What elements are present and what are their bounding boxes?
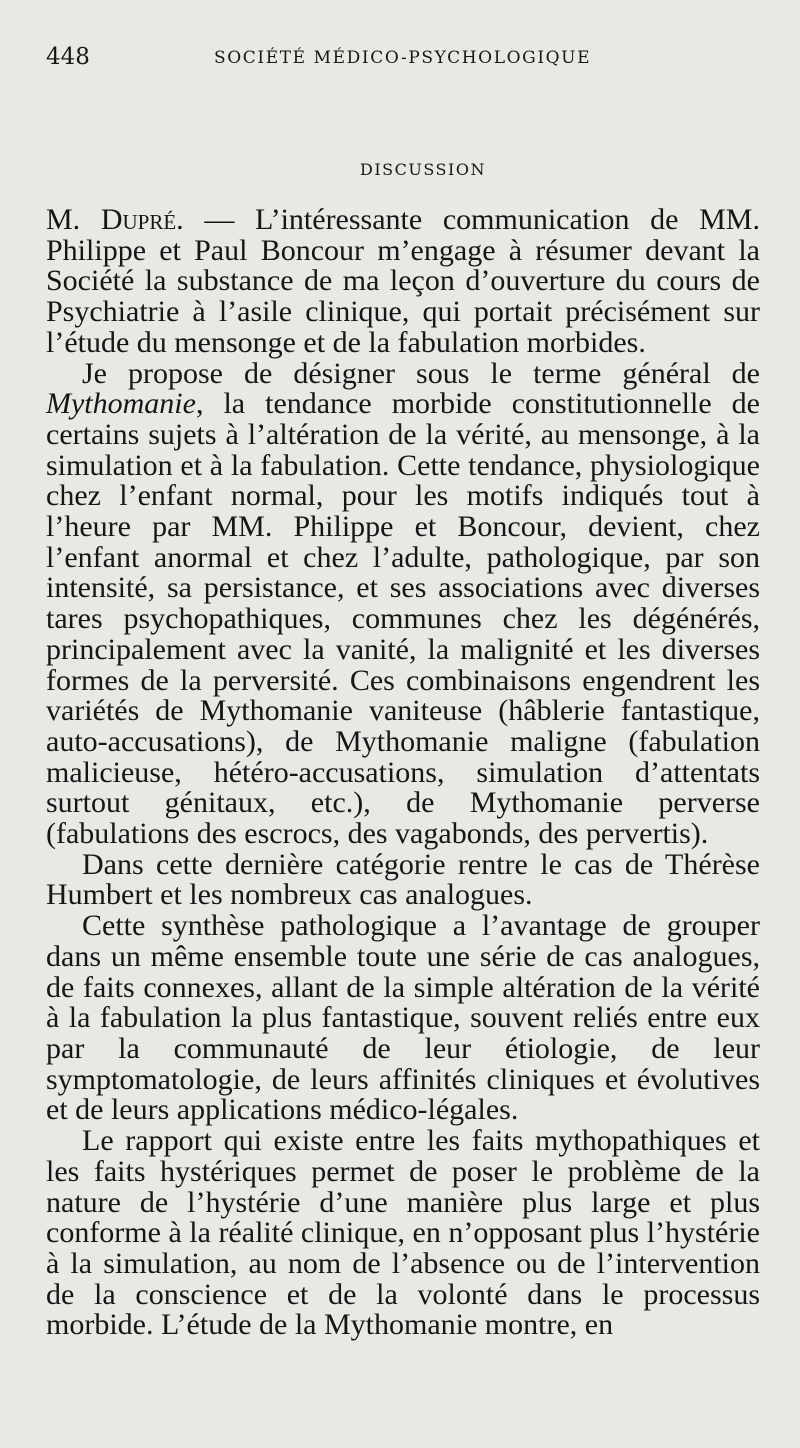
page-number: 448: [46, 44, 90, 70]
section-heading: DISCUSSION: [360, 160, 486, 179]
body-text: [46, 205, 760, 1341]
paragraph-1-text: — L’intéressante communication de MM. Philippe et Paul Boncour m’engage à résumer devant la Société la substance de ma leçon d’ouverture du cours de Psychiatrie à l’asile clinique, qui portait précisément sur l’étude du mensonge et de la fabulation morbides.: [46, 203, 760, 359]
mythomanie-term: Mythomanie: [46, 387, 196, 421]
paragraph-3: Dans cette dernière catégorie rentre le cas de Thérèse Humbert et les nombreux cas analogues.: [46, 847, 760, 912]
journal-title: SOCIÉTÉ MÉDICO-PSYCHOLOGIQUE: [214, 48, 592, 68]
paragraph-2: [46, 356, 760, 851]
paragraph-4: Cette synthèse pathologique a l’avantage de grouper dans un même ensemble toute une série de cas analogues, de faits connexes, allant de la simple altération de la vérité à la fabulation la plus fantastique, souvent reliés entre eux par la communauté de leur étiologie, de leur symptomatologie, de leurs affinités cliniques et évolutives et de leurs applications médico-légales.: [46, 909, 760, 1127]
paragraph-2-lead: Je propose de désigner sous le terme général de: [82, 356, 760, 390]
speaker-name: M. Dupré.: [46, 203, 184, 236]
paragraph-2-rest: , la tendance morbide constitutionnelle de certains sujets à l’altération de la vérité, au mensonge, à la simulation et à la fabulation. Cette tendance, physiologique chez l’enfant normal, pour les motifs indiqués tout à l’heure par MM. Philippe et Boncour, devient, chez l’enfant anormal et chez l’adulte, pathologique, par son intensité, sa persistance, et ses associations avec diverses tares psychopathiques, communes chez les dégénérés, principalement avec la vanité, la malignité et les diverses formes de la perversité. Ces combinaisons engendrent les variétés de Mythomanie vaniteuse (hâblerie fantastique, auto-accusations), de Mythomanie maligne (fabulation malicieuse, hétéro-accusations, simulation d’attentats surtout génitaux, etc.), de Mythomanie perverse (fabulations des escrocs, des vagabonds, des pervertis).: [46, 387, 760, 851]
paragraph-1: [46, 205, 760, 359]
paragraph-5: Le rapport qui existe entre les faits mythopathiques et les faits hystériques permet de poser le problème de la nature de l’hystérie d’une manière plus large et plus conforme à la réalité clinique, en n’opposant plus l’hystérie à la simulation, au nom de l’absence ou de l’intervention de la conscience et de la volonté dans le processus morbide. L’étude de la Mythomanie montre, en: [46, 1124, 760, 1342]
running-head: [46, 38, 760, 78]
